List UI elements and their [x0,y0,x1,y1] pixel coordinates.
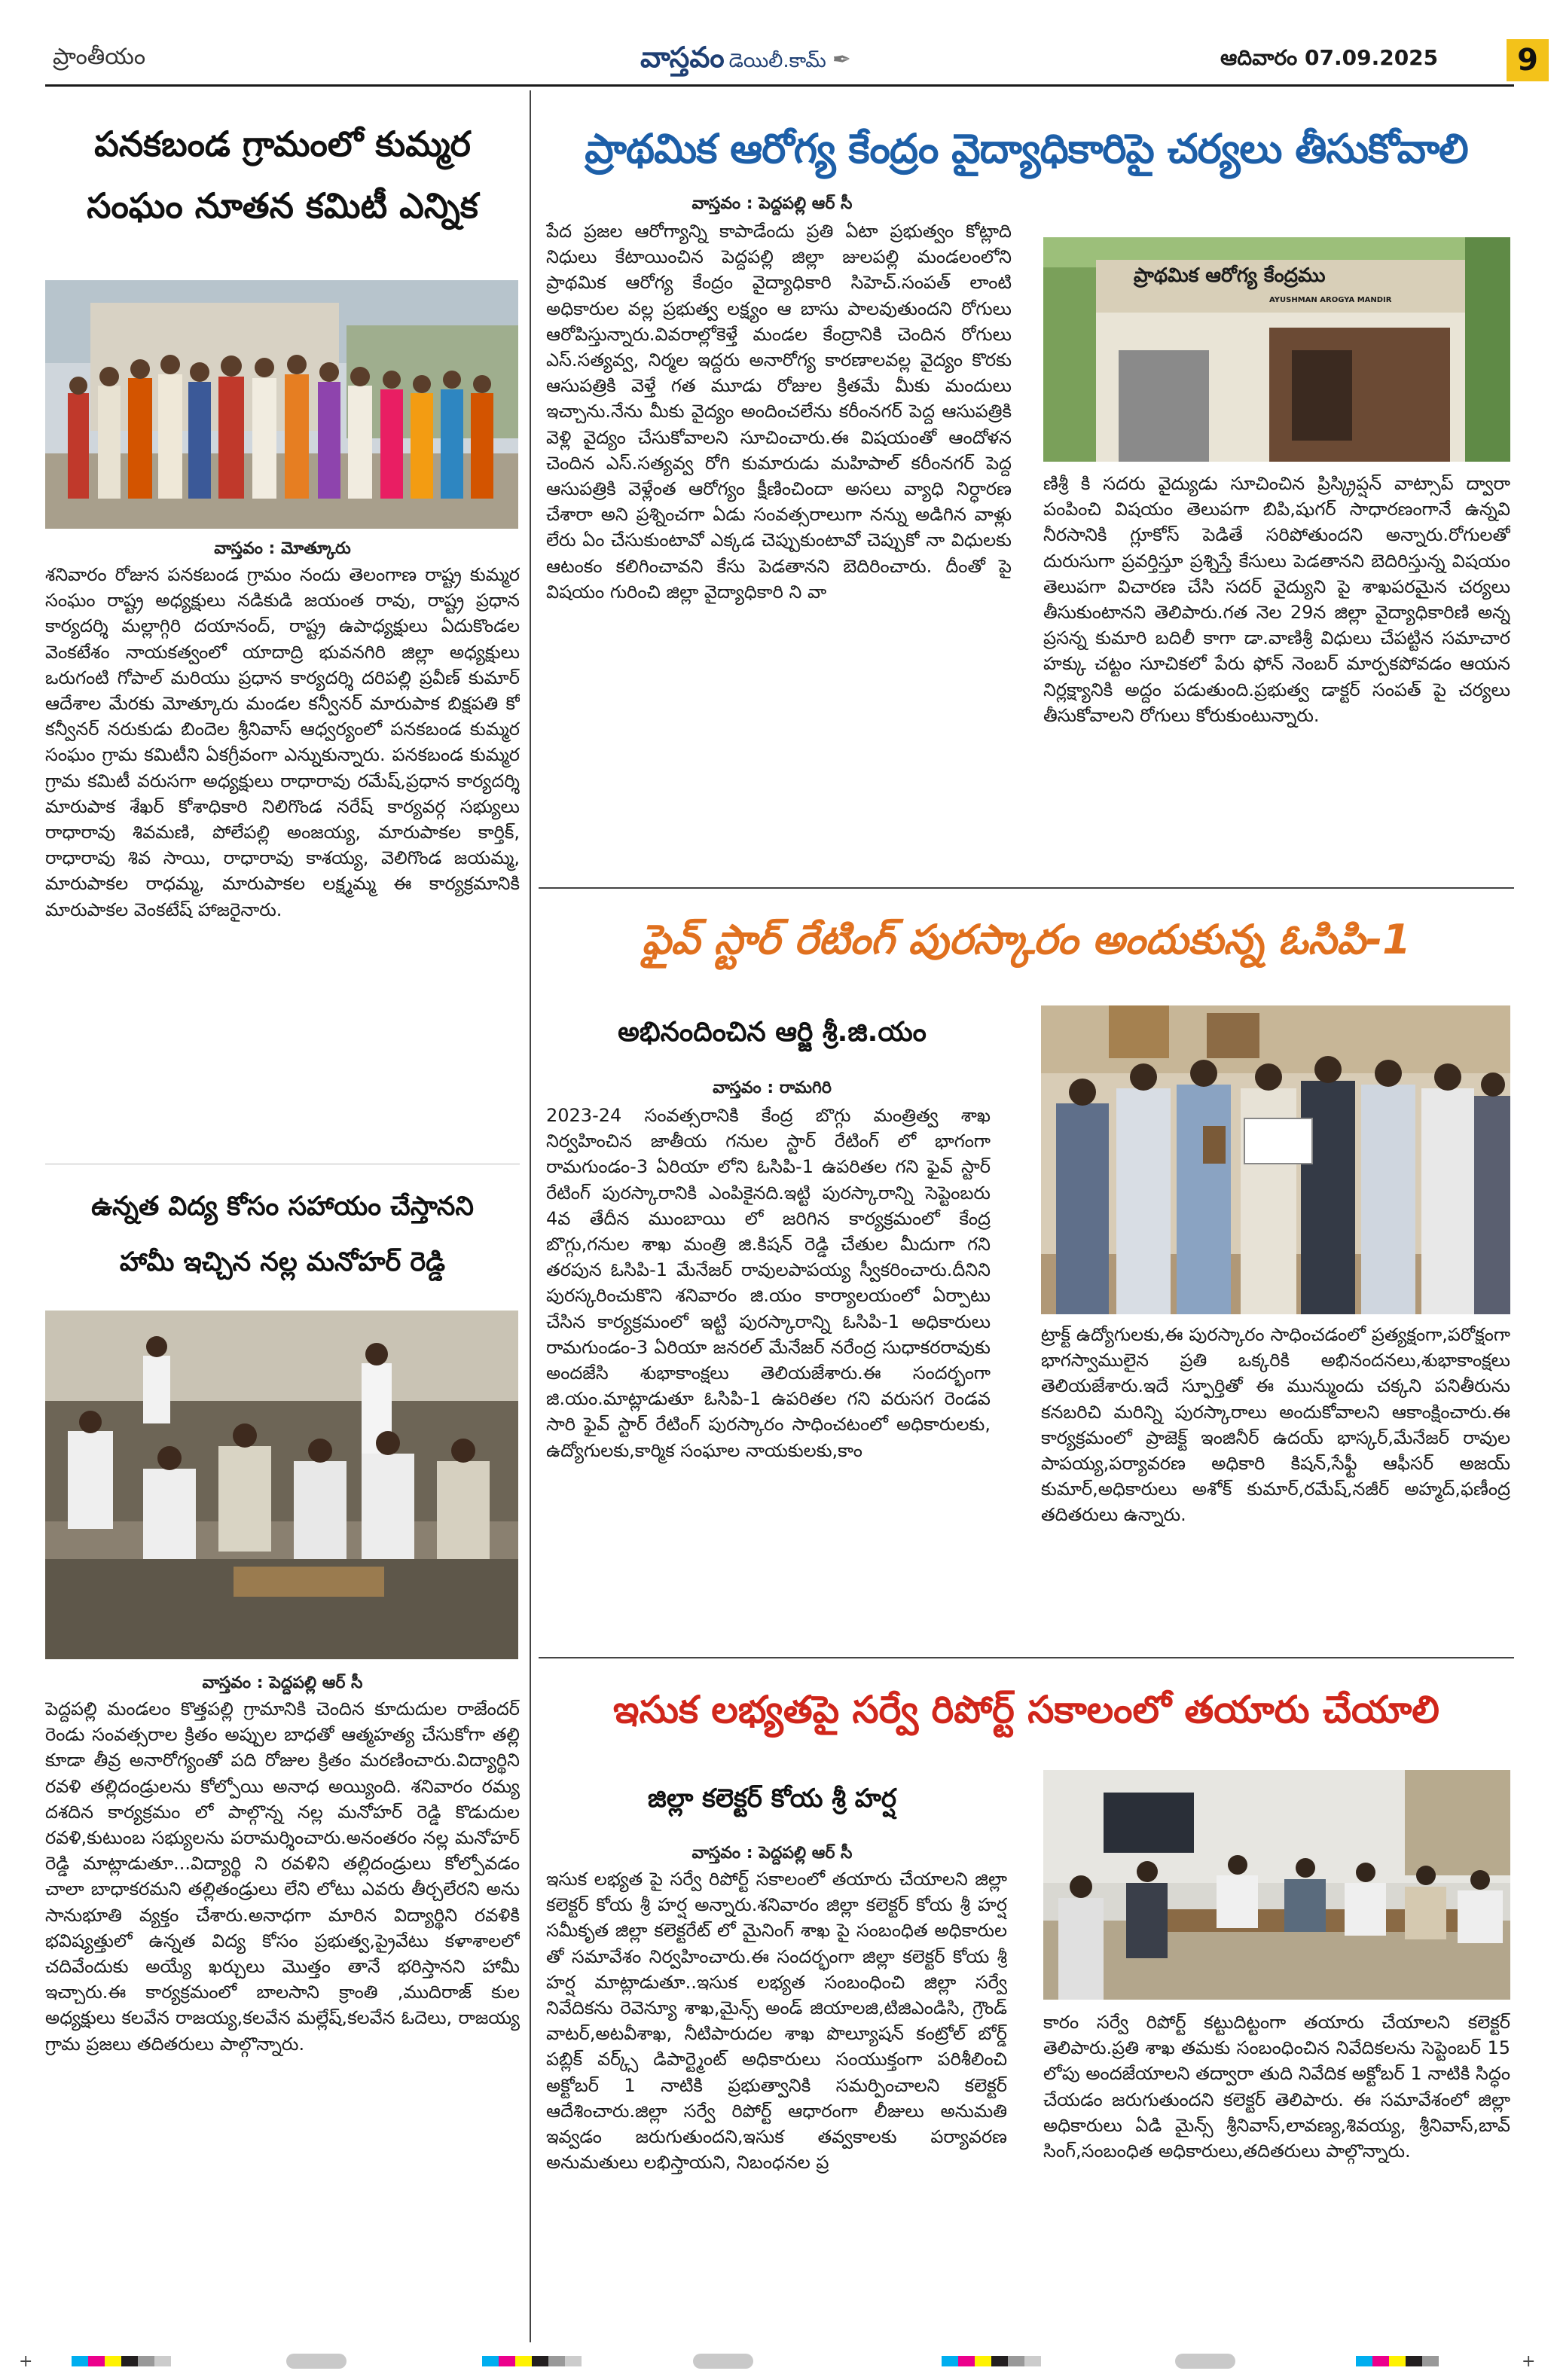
masthead-title: వాస్తవం [640,41,725,74]
isuka-photo [1043,1770,1510,2000]
photo-sign-sub: AYUSHMAN AROGYA MANDIR [1269,296,1392,304]
masthead-sub: డెయిలీ.కామ్ [728,50,826,72]
isuka-headline: ఇసుక లభ్యతపై సర్వే రిపోర్ట్ సకాలంలో తయారు చేయాలి [613,1688,1439,1732]
fivestar-byline: వాస్తవం : రామగిరి [713,1079,832,1097]
unnatha-byline: వాస్తవం : పెద్దపల్లి ఆర్ సీ [202,1674,363,1692]
kummara-byline: వాస్తవం : మోత్కూరు [214,539,351,558]
fivestar-body-col1: 2023-24 సంవత్సరానికి కేంద్ర బొగ్గు మంత్రిత్వ శాఖ నిర్వహించిన జాతీయ గనుల స్టార్ రేటింగ్ లో భాగంగా రామగుండం-3 ఏరియా లోని ఓసిపి-1 ఉపరితల గని ఫైవ్ స్టార్ రేటింగ్ పురస్కారానికి ఎంపికైనది.ఇట్టి పురస్కారాన్ని సెప్టెంబరు 4వ తేదీన ముంబాయి లో జరిగిన కార్యక్రమంలో కేంద్ర బొగ్గు,గనుల శాఖ మంత్రి జి.కిషన్ రెడ్డి చేతుల మీదుగా గని తరపున ఓసిపి-1 మేనేజర్ రావులపాపయ్య స్వీకరించారు.దీనిని పురస్కరించుకొని శనివారం జి.యం కార్యాలయంలో ఏర్పాటు చేసిన కార్యక్రమంలో ఇట్టి పురస్కారాన్ని ఓసిపి-1 అధికారులు రామగుండం-3 ఏరియా జనరల్ మేనేజర్ నరేంద్ర సుధాకరరావుకు అందజేసి శుభాకాంక్షలు తెలియజేశారు.ఈ సందర్భంగా జి.యం.మాట్లాడుతూ ఓసిపి-1 ఉపరితల గని వరుసగ రెండవ సారి ఫైవ్ స్టార్ రేటింగ్ పురస్కారం సాధించటంలో అధికారులకు, ఉద్యోగులకు,కార్మిక సంఘాల నాయకులకు,కాం [546,1105,991,1461]
color-strip [1356,2356,1439,2366]
page-header [45,39,1538,84]
issue-date: ఆదివారం 07.09.2025 [1220,45,1439,70]
article-divider [539,1657,1514,1658]
isuka-subhead: జిల్లా కలెక్టర్ కోయ శ్రీ హర్ష [647,1783,897,1814]
kummara-headline-line2: సంఘం నూతన కమిటీ ఎన్నిక [87,185,478,226]
kummara-headline-line1: పనకబండ గ్రామంలో కుమ్మర [94,124,471,164]
unnatha-headline-line2: హామీ ఇచ్చిన నల్ల మనోహర్ రెడ్డి [119,1247,446,1277]
unnatha-headline [45,1179,520,1290]
header-rule [45,84,1514,87]
page-number: 9 [1507,39,1549,81]
crop-mark-icon: + [1522,2352,1536,2371]
kummara-photo [45,280,518,529]
prathamika-photo [1043,237,1510,462]
section-name: ప్రాంతీయం [53,44,146,70]
prathamika-byline: వాస్తవం : పెద్దపల్లి ఆర్ సీ [691,194,853,213]
crop-mark-icon: + [19,2352,33,2371]
fivestar-body-col2: ట్రాక్ట్ ఉద్యోగులకు,ఈ పురస్కారం సాధించడంలో ప్రత్యక్షంగా,పరోక్షంగా భాగస్వాములైన ప్రతి ఒక్కరికి అభినందనలు,శుభాకాంక్షలు తెలియజేశారు.ఇదే స్ఫూర్తితో ఈ మున్ముందు చక్కని పనితీరును కనబరిచి మరిన్ని పురస్కారాలు అందుకోవాలని ఆకాంక్షించారు.ఈ కార్యక్రమంలో ప్రాజెక్ట్ ఇంజినీర్ ఉదయ్ భాస్కర్,మేనేజర్ రావుల పాపయ్య,పర్యావరణ అధికారి కిషన్,సేఫ్టీ ఆఫీసర్ అజయ్ కుమార్,అధికారులు అశోక్ కుమార్,రమేష్,నజీర్ అహ్మద్,ఫణీంద్ర తదితరులు ఉన్నారు. [1041,1324,1510,1526]
color-strip [482,2356,582,2366]
fivestar-headline: ఫైవ్ స్టార్ రేటింగ్ పురస్కారం అందుకున్న ఓసిపి-1 [642,916,1411,963]
unnatha-headline-line1: ఉన్నత విద్య కోసం సహాయం చేస్తానని [91,1192,474,1222]
prathamika-body-col1: పేద ప్రజల ఆరోగ్యాన్ని కాపాడేందు ప్రతి ఏటా ప్రభుత్వం కోట్లాది నిధులు కేటాయించిన పెద్దపల్లి జిల్లా జులపల్లి మండలంలోని ప్రాథమిక ఆరోగ్య కేంద్రం వైద్యాధికారి సిహెచ్.సంపత్ లాంటి అధికారుల వల్ల ప్రభుత్వ లక్ష్యం ఆ బాసు పాలవుతుందని రోగులు ఆరోపిస్తున్నారు.వివరాల్లోకెళ్తే మండల కేంద్రానికి చెందిన రోగులు ఎస్.సత్యవ్వ, నిర్మల ఇద్దరు అనారోగ్య కారణాలవల్ల వైద్యం కొరకు ఆసుపత్రికి వెళ్తే గత మూడు రోజుల క్రితమే మీకు మందులు ఇచ్చాను.నేను మీకు వైద్యం అందించలేను కరీంనగర్ పెద్ద ఆసుపత్రికి వెళ్లి వైద్యం చేసుకోవాలని సూచించారు.ఈ విషయంతో ఆందోళన చెందిన ఎస్.సత్యవ్వ రోగి కుమారుడు మహిపాల్ కరీంనగర్ పెద్ద ఆసుపత్రికి వెళ్లేంత ఆరోగ్యం క్షీణించిందా అసలు వ్యాధి నిర్ధారణ చేశారా అని ప్రశ్నించగా ఏడు సంవత్సరాలుగా నన్ను అడిగిన వాళ్లు లేరు ఏం చేసుకుంటావో ఎక్కడ చెప్పుకుంటావో చెప్పుకో నా విధులకు ఆటంకం కలిగించావని కేసు పెడతానని బెదిరించారు. దీంతో పై విషయం గురించి జిల్లా వైద్యాధికారి ని వా [546,221,1012,603]
masthead [640,41,851,81]
registration-oval [693,2354,753,2369]
fivestar-photo [1041,1005,1510,1314]
color-strip [942,2356,1041,2366]
registration-oval [286,2354,347,2369]
registration-oval [1175,2354,1235,2369]
print-registration-bar [0,2346,1557,2376]
unnatha-photo [45,1311,518,1659]
fivestar-subhead: అభినందించిన ఆర్జి శ్రీ.జి.యం [618,1017,927,1048]
prathamika-headline: ప్రాథమిక ఆరోగ్య కేంద్రం వైద్యాధికారిపై చర్యలు తీసుకోవాలి [585,125,1468,172]
isuka-body-col2: కారం సర్వే రిపోర్ట్ కట్టుదిట్టంగా తయారు చేయాలని కలెక్టర్ తెలిపారు.ప్రతి శాఖ తమకు సంబంధించిన నివేదికలను సెప్టెంబర్ 15 లోపు అందజేయాలని తద్వారా తుది నివేదిక అక్టోబర్ 1 నాటికి సిద్ధం చేయడం జరుగుతుందని కలెక్టర్ తెలిపారు. ఈ సమావేశంలో జిల్లా అధికారులు ఏడి మైన్స్ శ్రీనివాస్,లావణ్య,శివయ్య, శ్రీనివాస్,బావ్ సింగ్,సంబంధిత అధికారులు,తదితరులు పాల్గొన్నారు. [1043,2012,1510,2162]
color-strip [72,2356,171,2366]
column-divider [530,90,531,2342]
unnatha-body: పెద్దపల్లి మండలం కొత్తపల్లి గ్రామానికి చెందిన కూదుదుల రాజేందర్ రెండు సంవత్సరాల క్రితం అప్పుల బాధతో ఆత్మహత్య చేసుకోగా తల్లి కూడా తీవ్ర అనారోగ్యంతో పది రోజుల క్రితం మరణించారు.విద్యార్థిని రవళి తల్లిదండ్రులను కోల్పోయి అనాధ అయ్యింది. శనివారం రమ్య దశదిన కార్యక్రమం లో పాల్గొన్న నల్ల మనోహర్ రెడ్డి కొడుదుల రవళి,కుటుంబ సభ్యులను పరామర్శించారు.అనంతరం నల్ల మనోహర్ రెడ్డి మాట్లాడుతూ...విద్యార్థి ని రవళిని తల్లిదండ్రులు కోల్పోవడం చాలా బాధాకరమని తల్లితండ్రులు లేని లోటు ఎవరు తీర్చలేరని అను సానుభూతి వ్యక్తం చేశారు.అనాధగా మారిన విద్యార్థిని రవళికి భవిష్యత్తులో ఉన్నత విద్య కోసం ప్రభుత్వ,ప్రైవేటు కళాశాలలో చదివేందుకు అయ్యే ఖర్చులు మొత్తం తానే భరిస్తానని హామీ ఇచ్చారు.ఈ కార్యక్రమంలో బాలసాని క్రాంతి ,ముదిరాజ్ కుల అధ్యక్షులు కలవేన రాజయ్య,కలవేన మల్లేష్,కలవేన ఓదెలు, రాజయ్య గ్రామ ప్రజలు తదితరులు పాల్గొన్నారు. [45,1698,520,2055]
prathamika-body-col2: ణిశ్రీ కి సదరు వైద్యుడు సూచించిన ప్రిస్క్రిప్షన్ వాట్సాప్ ద్వారా పంపించి విషయం తెలుపగా బిపి,షుగర్ సాధారణంగానే ఉన్నవి నీరసానికి గ్లూకోస్ పెడితే సరిపోతుందని అన్నారు.రోగులతో దురుసుగా ప్రవర్తిస్తూ ప్రశ్నిస్తే కేసులు పెడతానని బెదిరిస్తున్న విషయం తెలుపగా విచారణ చేసి సదర్ వైద్యుని పై శాఖపరమైన చర్యలు తీసుకుంటానని తెలిపారు.గత నెల 29న జిల్లా వైద్యాధికారిణి అన్న ప్రసన్న కుమారి బదిలీ కాగా డా.వాణిశ్రీ విధులు చేపట్టిన సమాచార హక్కు చట్టం సూచికలో పేరు ఫోన్ నెంబర్ మార్పకపోవడం ఆయన నిర్లక్ష్యానికి అద్దం పడుతుంది.ప్రభుత్వ డాక్టర్ సంపత్ పై చర్యలు తీసుకోవాలని రోగులు కోరుకుంటున్నారు. [1043,473,1510,726]
quill-icon: ✒ [832,47,851,73]
isuka-body-col1: ఇసుక లభ్యత పై సర్వే రిపోర్ట్ సకాలంలో తయారు చేయాలని జిల్లా కలెక్టర్ కోయ శ్రీ హర్ష అన్నారు.శనివారం జిల్లా కలెక్టర్ కోయ శ్రీ హర్ష సమీకృత జిల్లా కలెక్టరేట్ లో మైనింగ్ శాఖ పై సంబంధిత అధికారుల తో సమావేశం నిర్వహించారు.ఈ సందర్భంగా జిల్లా కలెక్టర్ కోయ శ్రీ హర్ష మాట్లాడుతూ..ఇసుక లభ్యత సంబంధించి జిల్లా సర్వే నివేదికను రెవెన్యూ శాఖ,మైన్స్ అండ్ జియాలజి,టిజిఎండిసి, గ్రౌండ్ వాటర్,అటవీశాఖ, నీటిపారుదల శాఖ పొల్యూషన్ కంట్రోల్ బోర్డ్ పబ్లిక్ వర్క్స్ డిపార్ట్మెంట్ అధికారులు సంయుక్తంగా పరిశీలించి అక్టోబర్ 1 నాటికి ప్రభుత్వానికి సమర్పించాలని కలెక్టర్ ఆదేశించారు.జిల్లా సర్వే రిపోర్ట్ ఆధారంగా లీజులు అనుమతి ఇవ్వడం జరుగుతుందని,ఇసుక తవ్వకాలకు పర్యావరణ అనుమతులు లభిస్తాయని, నిబంధనల ప్ర [546,1869,1007,2174]
kummara-body: శనివారం రోజున పనకబండ గ్రామం నందు తెలంగాణ రాష్ట్ర కుమ్మర సంఘం రాష్ట్ర అధ్యక్షులు నడికుడి జయంత రావు, రాష్ట్ర ప్రధాన కార్యదర్శి మల్లాగ్గిరి దయానంద్, రాష్ట్ర ఉపాధ్యక్షులు ఏదుకొండల వెంకటేశం నాయకత్వంలో యాదాద్రి భువనగిరి జిల్లా అధ్యక్షులు ఒరుగంటి గోపాల్ మరియు ప్రధాన కార్యదర్శి దరిపల్లి ప్రవీణ్ కుమార్ ఆదేశాల మేరకు మోత్కూరు మండల కన్వీనర్ మారుపాక బిక్షపతి కో కన్వీనర్ నరుకుడు బిందెల శ్రీనివాస్ ఆధ్వర్యంలో పనకబండ కుమ్మర సంఘం గ్రామ కమిటీని ఏకగ్రీవంగా ఎన్నుకున్నారు. పనకబండ కుమ్మర గ్రామ కమిటీ వరుసగా అధ్యక్షులు రాధారావు రమేష్,ప్రధాన కార్యదర్శి మారుపాక శేఖర్ కోశాధికారి నిలిగొండ నరేష్ కార్యవర్గ సభ్యులు రాధారావు శివమణి, పోలేపల్లి అంజయ్య, మారుపాకల కార్తిక్, రాధారావు శివ సాయి, రాధారావు కాశయ్య, వెలిగొండ జయమ్మ, మారుపాకల రాధమ్మ, మారుపాకల లక్ష్మమ్మ ఈ కార్యక్రమానికి మారుపాకల వెంకటేష్ హాజరైనారు. [45,564,520,920]
kummara-headline [45,113,520,236]
isuka-byline: వాస్తవం : పెద్దపల్లి ఆర్ సీ [691,1844,853,1863]
photo-sign-title: ప్రాథమిక ఆరోగ్య కేంద్రము [1134,264,1326,287]
article-divider [539,887,1514,889]
